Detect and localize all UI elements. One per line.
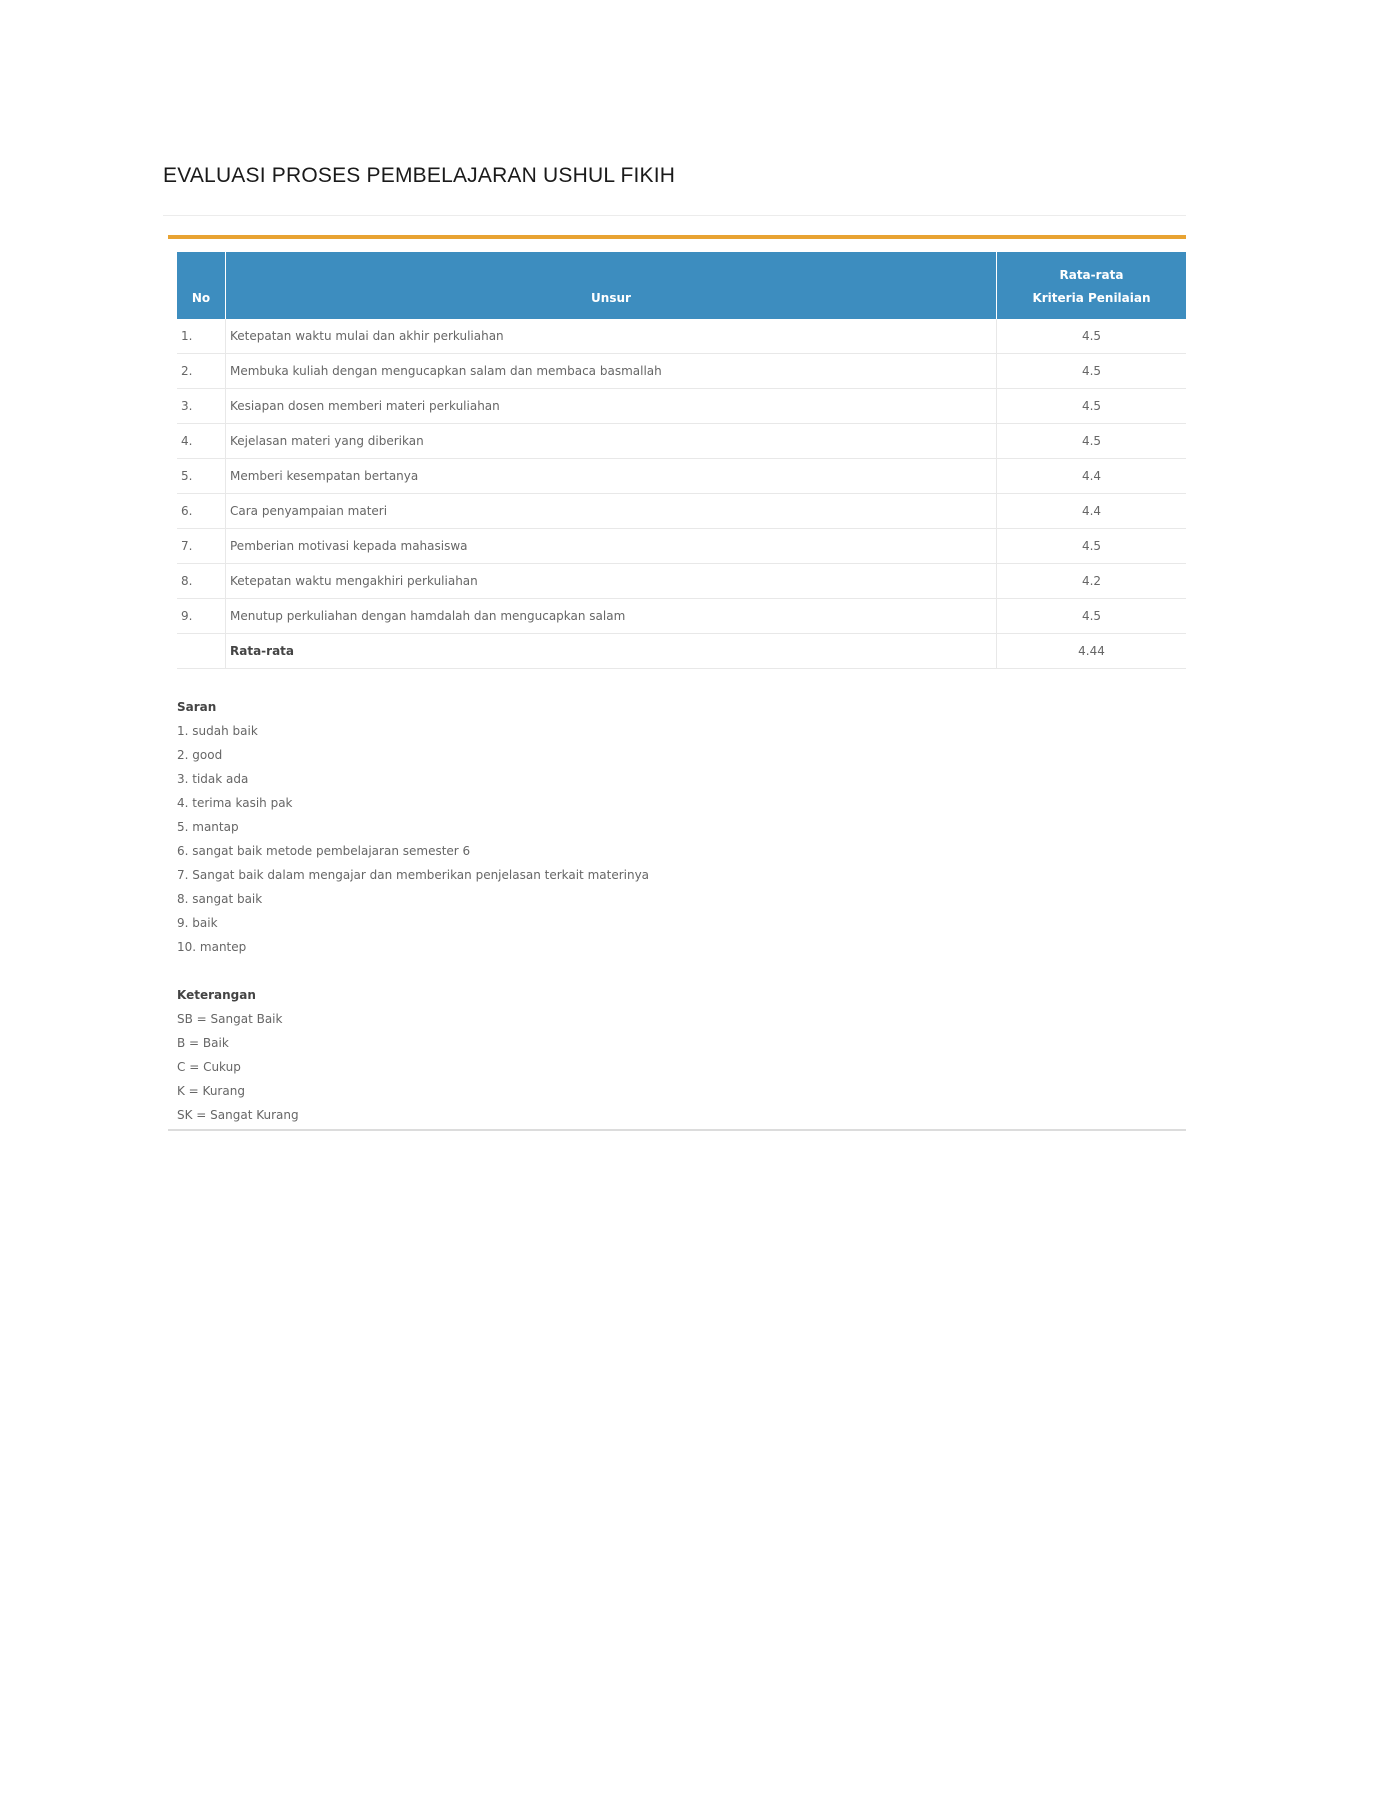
- row-no: 8.: [177, 564, 226, 599]
- list-item: 1. sudah baik: [177, 724, 258, 738]
- row-unsur: Membuka kuliah dengan mengucapkan salam dan membaca basmallah: [226, 354, 997, 389]
- list-item: 8. sangat baik: [177, 892, 263, 906]
- list-item: 2. good: [177, 748, 223, 762]
- keterangan-heading: Keterangan: [177, 988, 256, 1002]
- row-unsur: Cara penyampaian materi: [226, 494, 997, 529]
- table-row: [177, 564, 1186, 599]
- list-item: 3. tidak ada: [177, 772, 249, 786]
- row-no: 5.: [177, 459, 226, 494]
- table-row: [177, 319, 1186, 354]
- row-no: 3.: [177, 389, 226, 424]
- table-row: [177, 389, 1186, 424]
- evaluation-panel: [168, 235, 1186, 1131]
- list-item: 5. mantap: [177, 820, 239, 834]
- page-title: EVALUASI PROSES PEMBELAJARAN USHUL FIKIH: [163, 164, 676, 187]
- row-value: 4.4: [997, 459, 1187, 494]
- table-row: [177, 424, 1186, 459]
- saran-heading: Saran: [177, 700, 217, 714]
- row-unsur: Kejelasan materi yang diberikan: [226, 424, 997, 459]
- list-item: 4. terima kasih pak: [177, 796, 293, 810]
- row-no: 1.: [177, 319, 226, 354]
- list-item: 9. baik: [177, 916, 218, 930]
- header-unsur: Unsur: [226, 252, 997, 319]
- header-value-line1: Rata-rata: [1059, 268, 1124, 282]
- row-unsur: Menutup perkuliahan dengan hamdalah dan mengucapkan salam: [226, 599, 997, 634]
- row-unsur: Kesiapan dosen memberi materi perkuliahan: [226, 389, 997, 424]
- total-label: Rata-rata: [226, 634, 997, 669]
- keterangan-section: [177, 983, 299, 1127]
- row-value: 4.5: [997, 389, 1187, 424]
- legend-item: K = Kurang: [177, 1084, 245, 1098]
- row-unsur: Pemberian motivasi kepada mahasiswa: [226, 529, 997, 564]
- legend-item: B = Baik: [177, 1036, 229, 1050]
- table-row: [177, 459, 1186, 494]
- row-unsur: Memberi kesempatan bertanya: [226, 459, 997, 494]
- row-value: 4.5: [997, 599, 1187, 634]
- row-no: 6.: [177, 494, 226, 529]
- header-no: No: [177, 252, 226, 319]
- table-total-row: [177, 634, 1186, 669]
- row-value: 4.5: [997, 354, 1187, 389]
- header-value-line2: Kriteria Penilaian: [1032, 291, 1151, 305]
- legend-item: SB = Sangat Baik: [177, 1012, 283, 1026]
- total-value: 4.44: [997, 634, 1187, 669]
- saran-section: [177, 695, 649, 959]
- row-no: 9.: [177, 599, 226, 634]
- row-value: 4.2: [997, 564, 1187, 599]
- row-no: 2.: [177, 354, 226, 389]
- row-value: 4.4: [997, 494, 1187, 529]
- table-row: [177, 599, 1186, 634]
- table-row: [177, 354, 1186, 389]
- row-value: 4.5: [997, 424, 1187, 459]
- table-row: [177, 494, 1186, 529]
- header-rata-rata: [997, 252, 1187, 319]
- evaluation-table: [177, 252, 1186, 669]
- row-unsur: Ketepatan waktu mulai dan akhir perkuliahan: [226, 319, 997, 354]
- legend-item: SK = Sangat Kurang: [177, 1108, 299, 1122]
- row-value: 4.5: [997, 319, 1187, 354]
- list-item: 6. sangat baik metode pembelajaran semester 6: [177, 844, 471, 858]
- row-value: 4.5: [997, 529, 1187, 564]
- divider: [163, 215, 1186, 216]
- list-item: 7. Sangat baik dalam mengajar dan memberikan penjelasan terkait materinya: [177, 868, 650, 882]
- row-unsur: Ketepatan waktu mengakhiri perkuliahan: [226, 564, 997, 599]
- legend-item: C = Cukup: [177, 1060, 241, 1074]
- table-row: [177, 529, 1186, 564]
- table-header-row: [177, 252, 1186, 319]
- row-no: 4.: [177, 424, 226, 459]
- total-no: [177, 634, 226, 669]
- list-item: 10. mantep: [177, 940, 247, 954]
- row-no: 7.: [177, 529, 226, 564]
